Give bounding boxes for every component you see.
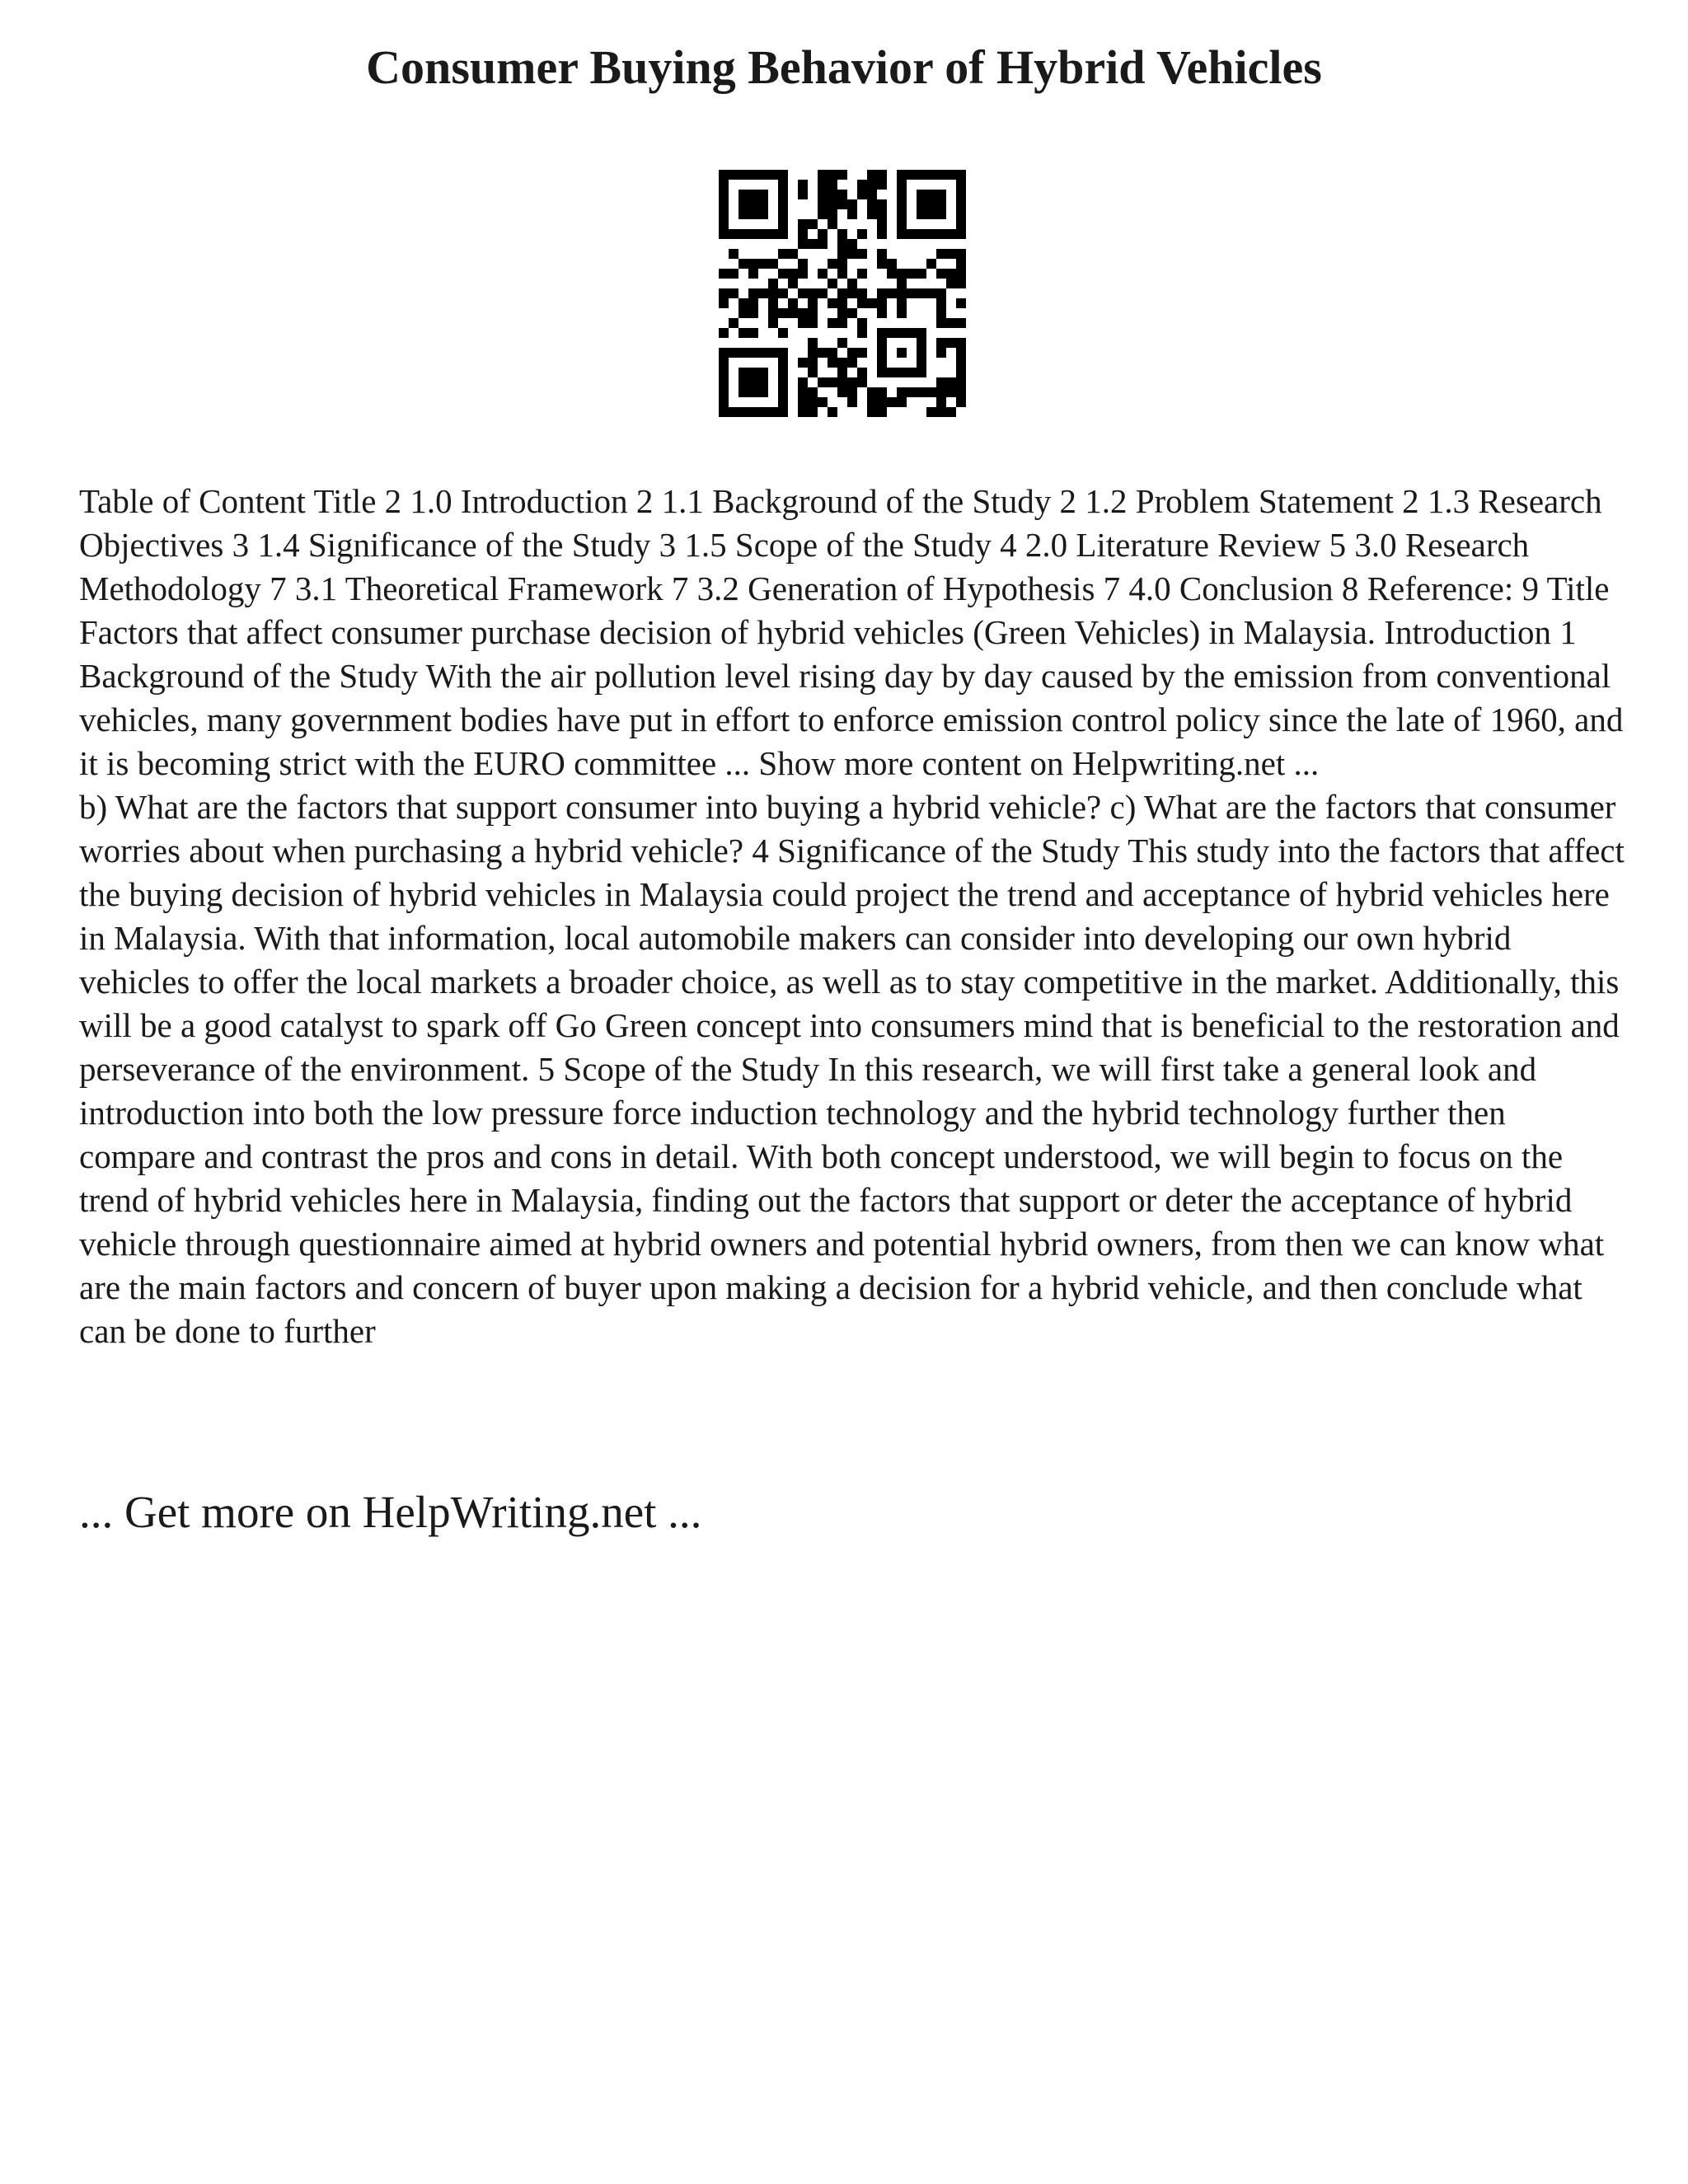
get-more-link[interactable]: ... Get more on HelpWriting.net ... [79,1487,702,1537]
document-title: Consumer Buying Behavior of Hybrid Vehicles [366,40,1322,94]
document-body [79,480,1629,1353]
body-paragraph: Table of Content Title 2 1.0 Introduction 2 1.1 Background of the Study 2 1.2 Problem Statement 2 1.3 Research Objectives 3 1.4 Significance of the Study 3 1.5 Scope of the Study 4 2.0 Literature Review 5 3.0 Research Methodology 7 3.1 Theoretical Framework 7 3.2 Generation of Hypothesis 7 4.0 Conclusion 8 Reference: 9 Title Factors that affect consumer purchase decision of hybrid vehicles (Green Vehicles) in Malaysia. Introduction 1 Background of the Study With the air pollution level rising day by day caused by the emission from conventional vehicles, many government bodies have put in effort to enforce emission control policy since the late of 1960, and it is becoming strict with the EURO committee ... Show more content on Helpwriting.net ... [79,482,1624,782]
qr-code-icon[interactable] [719,170,966,417]
body-paragraph: b) What are the factors that support consumer into buying a hybrid vehicle? c) What are the factors that consumer worries about when purchasing a hybrid vehicle? 4 Significance of the Study This study into the factors that affect the buying decision of hybrid vehicles in Malaysia could project the trend and acceptance of hybrid vehicles here in Malaysia. With that information, local automobile makers can consider into developing our own hybrid vehicles to offer the local markets a broader choice, as well as to stay competitive in the market. Additionally, this will be a good catalyst to spark off Go Green concept into consumers mind that is beneficial to the restoration and perseverance of the environment. 5 Scope of the Study In this research, we will first take a general look and introduction into both the low pressure force induction technology and the hybrid technology further then compare and contrast the pros and cons in detail. With both concept understood, we will begin to focus on the trend of hybrid vehicles here in Malaysia, finding out the factors that support or deter the acceptance of hybrid vehicle through questionnaire aimed at hybrid owners and potential hybrid owners, from then we can know what are the main factors and concern of buyer upon making a decision for a hybrid vehicle, and then conclude what can be done to further [79,788,1625,1350]
